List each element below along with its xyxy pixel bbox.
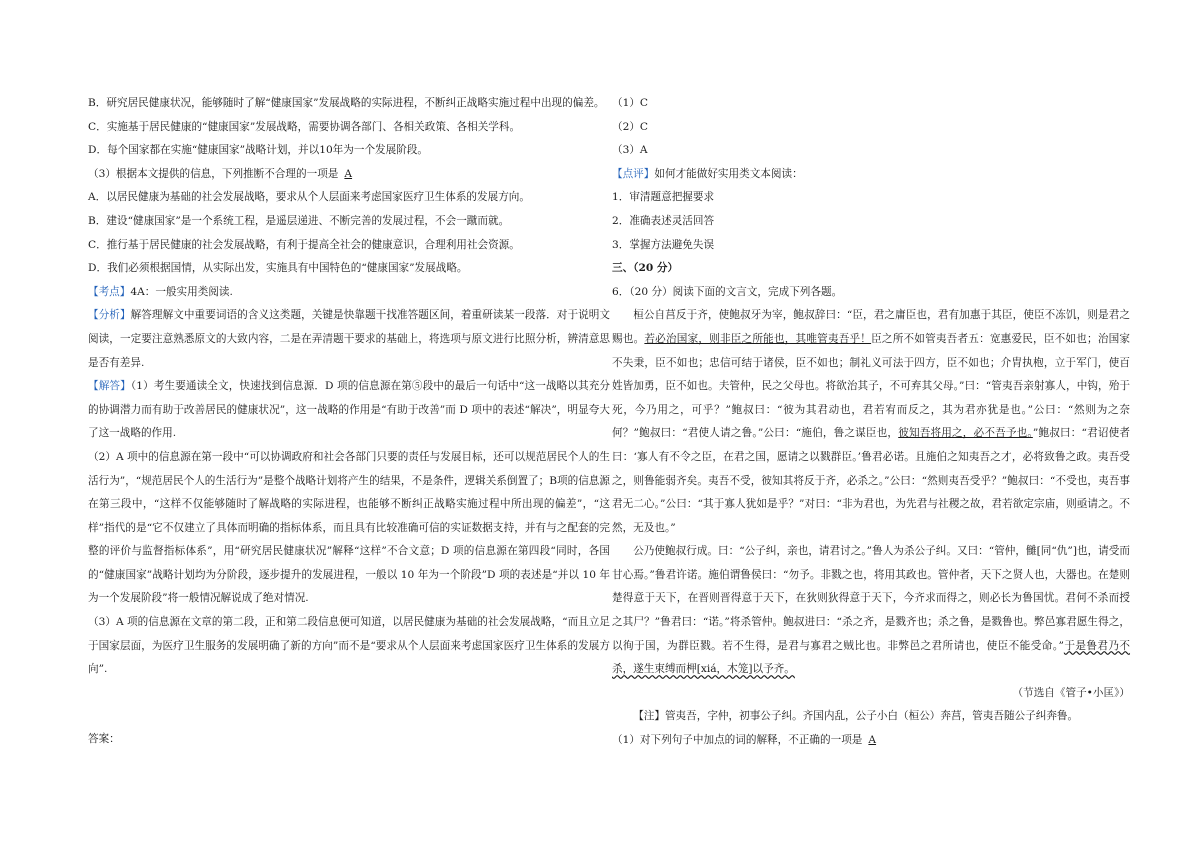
passage-note: 【注】管夷吾，字仲，初事公子纠。齐国内乱，公子小白（桓公）奔莒，管夷吾随公子纠奔鲁。	[633, 710, 1079, 723]
q3-option-b: B．建设“健康国家”是一个系统工程，是遥层递进、不断完善的发展过程，不会一蹴而就。	[88, 214, 510, 227]
jieda-line	[88, 375, 610, 446]
kaodian-line	[88, 281, 610, 305]
q3-option-c: C．推行基于居民健康的社会发展战略，有利于提高全社会的健康意识，合理利用社会资源。	[88, 238, 520, 251]
passage-text: ”鲍叔曰：“君诏使者曰：‘寡人有不令之臣，在君之国，愿请之以戮群臣。’鲁君必诺。且施伯之知夷吾之才，必将致鲁之政。夷吾受之，则鲁能弱齐矣。夷吾不受，彼知其将反于齐，必杀之。”公曰：“然则夷吾受乎？”鲍叔曰：“不受也，夷吾事君无二心。”公曰：“其于寡人犹如是乎？”对曰：“非为君也，为先君与社稷之故，君若欲定宗庙，则亟请之。不然，无及也。”	[612, 427, 1130, 534]
underlined-sentence-2: 彼知吾将用之，必不吾予也。	[898, 427, 1033, 440]
answer-1: （1）C	[612, 97, 649, 109]
question-3-text: （3）根据本文提供的信息，下列推断不合理的一项是	[88, 167, 339, 180]
passage-paragraph-1	[612, 304, 1130, 540]
q3-option-d: D．我们必须根据国情，从实际出发，实施具有中国特色的“健康国家”发展战略。	[88, 262, 468, 275]
fenxi-line	[88, 304, 610, 375]
jieda-tag: 【解答】	[88, 380, 131, 393]
dianping-tag: 【点评】	[612, 167, 655, 180]
option-b-text: B．研究居民健康状况，能够随时了解“健康国家”发展战略的实际进程，不断纠正战略实施过程中出现的偏差。	[88, 97, 605, 109]
answer-2: （2）C	[612, 120, 649, 133]
tip-3: 3．掌握方法避免失误	[612, 238, 715, 251]
passage-text: 公乃使鲍叔行成。曰：“公子纠，亲也，请君讨之。”鲁人为杀公子纠。又曰：“管仲，雠[同“仇”]也，请受而甘心焉。”鲁君许诺。施伯谓鲁侯曰：“勿予。非戮之也，将用其政也。管仲者，天下之贤人也，大器也。在楚则楚得意于天下，在晋则晋得意于天下，在狄则狄得意于天下，今齐求而得之，则必长为鲁国忧。君何不杀而授之其尸？”鲁君曰：“诺。”将杀管仲。鲍叔进曰：“杀之齐，是戮齐也；杀之鲁，是戮鲁也。弊邑寡君愿生得之，以徇于国，为群臣戮。若不生得，是君与寡君之贼比也。非弊邑之君所请也，使臣不能受命。”	[612, 545, 1130, 652]
jieda-part-3: （3）A 项的信息源在文章的第二段，正和第二段信息便可知道，以居民健康为基础的社会发展战略，“而且立足于国家层面，为医疗卫生服务的发展明确了新的方向”而不是“要求从个人层面来考虑国家医疗卫生体系的发展方向”.	[88, 616, 610, 676]
question-6-1	[612, 729, 1130, 753]
q3-option-a: A．以居民健康为基础的社会发展战略，要求从个人层面来考虑国家医疗卫生体系的发展方向。	[88, 191, 530, 204]
passage-paragraph-2	[612, 540, 1130, 682]
question-3	[88, 163, 610, 187]
option-d-text: D．每个国家都在实施“健康国家”战略计划，并以10年为一个发展阶段。	[88, 144, 429, 157]
question-3-answer: A	[344, 167, 353, 180]
dianping-line	[612, 163, 1130, 187]
question-6-1-text: （1）对下列句子中加点的词的解释，不正确的一项是	[612, 734, 863, 747]
jieda-part-2: （2）A 项中的信息源在第一段中“可以协调政府和社会各部门只要的责任与发展目标，还可以规范居民个人的生活行为”，“规范居民个人的生活行为”是整个战略计划将产生的结果，不是条件，逻辑关系倒置了；B项的信息源在第三段中，“这样不仅能够随时了解战略的实际进程，也能够不断纠正战略实施过程中所出现的偏差”，“这样”指代的是“它不仅建立了具体而明确的指标体系，而且具有比较准确可信的实证数据支持，并有与之配套的完整的评价与监督指标体系”，用“研究居民健康状况”解释“这样”不合文意；D 项的信息源在第四段“同时，各国的“健康国家”战略计划均为分阶段，逐步提升的发展进程，一般以 10 年为一个阶段”D 项的表述是“并以 10 年为一个发展阶段”将一般情况解说成了绝对情况.	[88, 450, 610, 605]
answer-3: （3）A	[612, 144, 648, 157]
passage-text: 桓公自莒反于齐，使鲍叔牙为宰，鲍叔辞曰：“臣，君之庸臣也，君有加惠于其臣，使臣不冻饥，则是君之赐也。	[612, 309, 1130, 345]
left-column	[88, 92, 610, 751]
spacer	[88, 682, 610, 728]
passage-source: （节选自《管子•小匡》）	[1012, 686, 1130, 699]
section-heading: 三、（20 分）	[612, 262, 679, 275]
passage-text: 臣之所不如管夷吾者五：宽惠爱民，臣不如也；治国家不失秉，臣不如也；忠信可结于诸侯，臣不如也；制礼义可法于四方，臣不如也；介胄执枹，立于军门，使百姓皆加勇，臣不如也。夫管仲，民之父母也。将欲治其子，不可弃其父母。”曰：“管夷吾亲射寡人，中钩，殆于死，今乃用之，可乎？”鲍叔曰：“彼为其君动也，君若宥而反之，其为君亦犹是也。”公曰：“然则为之奈何？”鲍叔曰：“君使人请之鲁。”公曰：“施伯，鲁之谋臣也，	[612, 332, 1131, 440]
jieda-part-1: （1）考生要通读全文，快速找到信息源．D 项的信息源在第⑤段中的最后一句话中“这一战略以其充分的协调潜力而有助于改善居民的健康状况”，这一战略的作用是“有助于改善”而 D 项中的表述“解决”，明显夸大了这一战略的作用.	[88, 380, 611, 440]
option-c-text: C．实施基于居民健康的“健康国家”发展战略，需要协调各部门、各相关政策、各相关学科。	[88, 120, 521, 133]
question-6: 6．（20 分）阅读下面的文言文，完成下列各题。	[612, 285, 843, 298]
answer-label: 答案：	[88, 732, 120, 745]
tip-1: 1．审清题意把握要求	[612, 191, 715, 204]
dianping-text: 如何才能做好实用类文本阅读：	[654, 167, 803, 180]
kaodian-tag: 【考点】	[88, 285, 131, 298]
underlined-sentence-1: 若必治国家，则非臣之所能也，其唯管夷吾乎！	[644, 332, 872, 345]
fenxi-tag: 【分析】	[88, 309, 131, 322]
tip-2: 2．准确表述灵活回答	[612, 214, 715, 227]
kaodian-text: 4A：一般实用类阅读.	[130, 285, 233, 298]
underlined-sentence-3: 于是鲁君乃不杀，遂生束缚而柙[xiá，木笼]以予齐。	[612, 639, 1131, 676]
question-6-1-answer: A	[868, 734, 877, 747]
right-column	[612, 92, 1130, 753]
fenxi-text: 解答理解文中重要词语的含义这类题，关键是快靠题干找准答题区间，着重研读某一段落．对于说明文阅读，一定要注意熟悉原文的大致内容，二是在弄清题干要求的基础上，将选项与原文进行比照分析，辨清意思是否有差异.	[88, 309, 611, 369]
